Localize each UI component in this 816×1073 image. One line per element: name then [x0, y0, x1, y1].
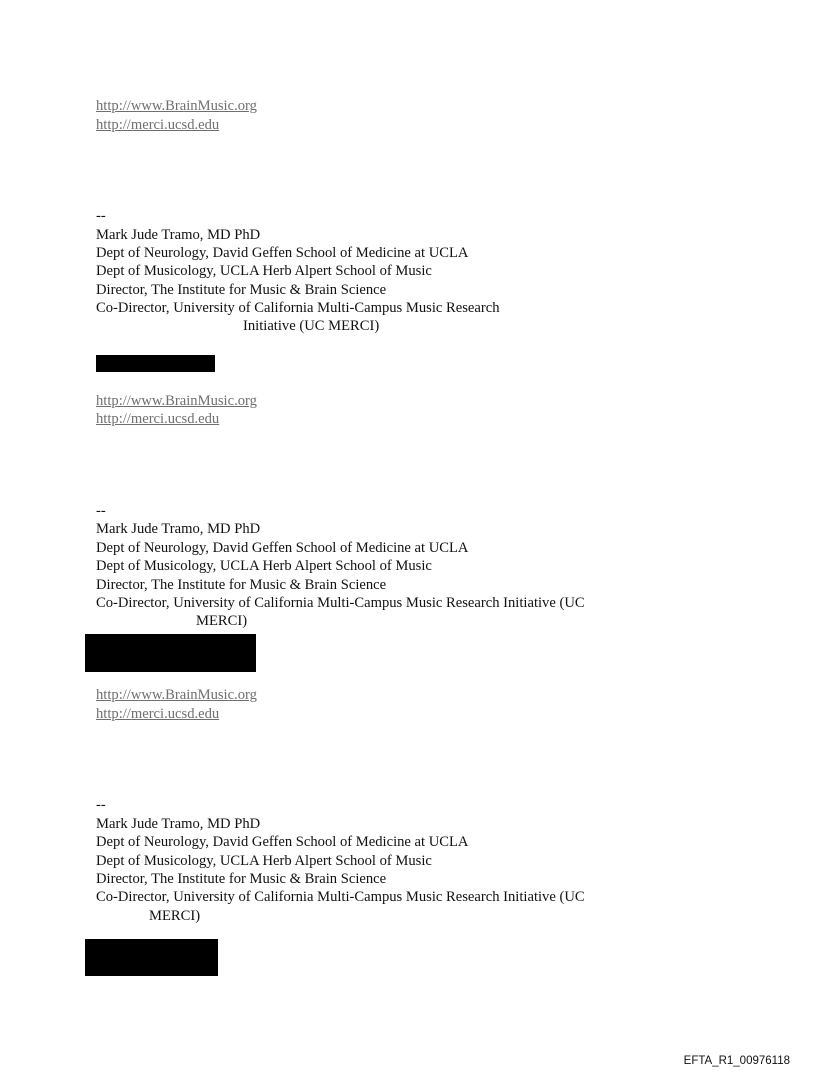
signature-name: Mark Jude Tramo, MD PhD: [96, 227, 261, 243]
brainmusic-link[interactable]: http://www.BrainMusic.org: [96, 687, 257, 703]
signature-name: Mark Jude Tramo, MD PhD: [96, 521, 261, 537]
signature-codirector-continuation: MERCI): [196, 613, 248, 629]
redaction-bar: [85, 634, 256, 672]
merci-link[interactable]: http://merci.ucsd.edu: [96, 411, 220, 427]
signature-neurology-line: Dept of Neurology, David Geffen School of Medicine at UCLA: [96, 540, 469, 556]
redaction-bar: [85, 939, 218, 976]
signature-codirector-line: Co-Director, University of California Multi-Campus Music Research: [96, 300, 500, 316]
brainmusic-link[interactable]: http://www.BrainMusic.org: [96, 393, 257, 409]
signature-director-line: Director, The Institute for Music & Brain Science: [96, 871, 387, 887]
document-id: EFTA_R1_00976118: [683, 1055, 790, 1067]
signature-neurology-line: Dept of Neurology, David Geffen School of Medicine at UCLA: [96, 245, 469, 261]
merci-link[interactable]: http://merci.ucsd.edu: [96, 706, 220, 722]
signature-separator: --: [96, 503, 106, 519]
signature-neurology-line: Dept of Neurology, David Geffen School of Medicine at UCLA: [96, 834, 469, 850]
signature-name: Mark Jude Tramo, MD PhD: [96, 816, 261, 832]
signature-musicology-line: Dept of Musicology, UCLA Herb Alpert School of Music: [96, 558, 432, 574]
merci-link[interactable]: http://merci.ucsd.edu: [96, 117, 220, 133]
signature-musicology-line: Dept of Musicology, UCLA Herb Alpert School of Music: [96, 263, 432, 279]
signature-separator: --: [96, 208, 106, 224]
signature-director-line: Director, The Institute for Music & Brain Science: [96, 282, 387, 298]
redaction-bar: [96, 355, 215, 372]
brainmusic-link[interactable]: http://www.BrainMusic.org: [96, 98, 257, 114]
signature-codirector-continuation: Initiative (UC MERCI): [243, 318, 380, 334]
signature-codirector-line: Co-Director, University of California Multi-Campus Music Research Initiative (UC: [96, 595, 585, 611]
signature-codirector-line: Co-Director, University of California Multi-Campus Music Research Initiative (UC: [96, 889, 585, 905]
signature-director-line: Director, The Institute for Music & Brain Science: [96, 577, 387, 593]
signature-musicology-line: Dept of Musicology, UCLA Herb Alpert School of Music: [96, 853, 432, 869]
signature-codirector-continuation: MERCI): [149, 908, 201, 924]
signature-separator: --: [96, 797, 106, 813]
